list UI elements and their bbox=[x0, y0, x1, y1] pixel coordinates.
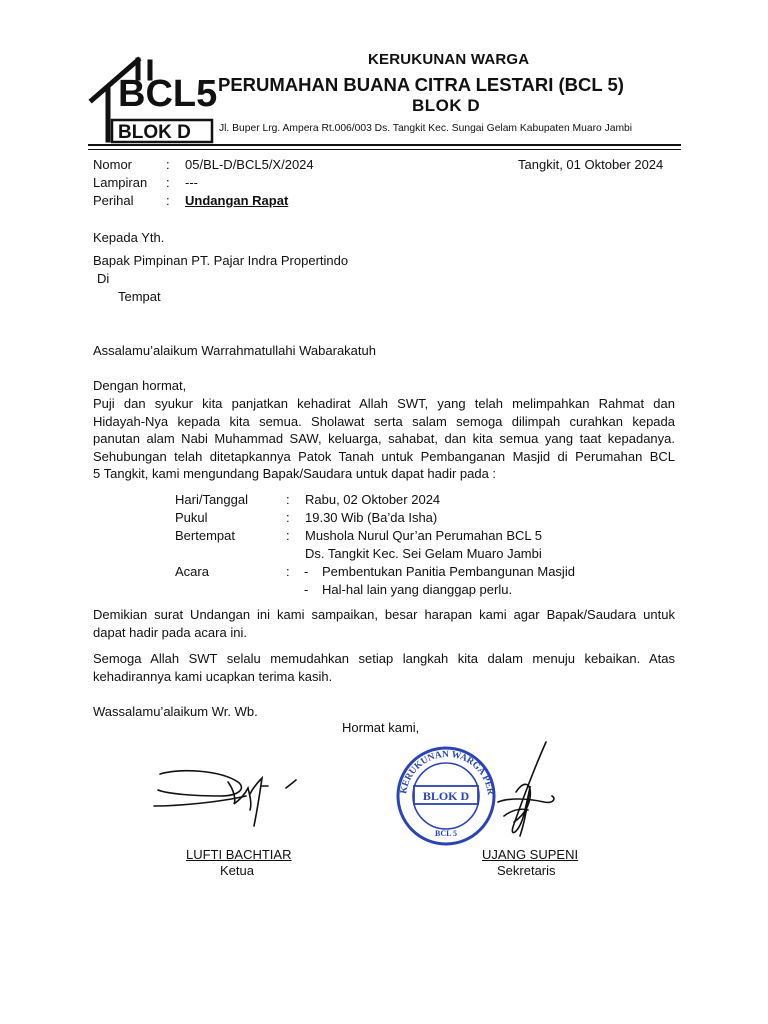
salam-close: Wassalamu’alaikum Wr. Wb. bbox=[93, 704, 258, 719]
closing-line: Semoga Allah SWT selalu memudahkan setiap langkah kita dalam menuju kebaikan. Atas bbox=[93, 651, 675, 666]
hari-colon: : bbox=[286, 492, 290, 507]
acara-dash: - bbox=[304, 582, 309, 597]
recipient-tempat: Tempat bbox=[118, 289, 161, 304]
acara-colon: : bbox=[286, 564, 290, 579]
dengan-hormat: Dengan hormat, bbox=[93, 378, 187, 393]
recipient-name: Bapak Pimpinan PT. Pajar Indra Propertindo bbox=[93, 253, 349, 268]
hormat-kami: Hormat kami, bbox=[342, 720, 420, 735]
bcl5-logo bbox=[88, 56, 218, 148]
org-address: Jl. Buper Lrg. Ampera Rt.006/003 Ds. Tangkit Kec. Sungai Gelam Kabupaten Muaro Jambi bbox=[219, 123, 633, 134]
recipient-greeting: Kepada Yth. bbox=[93, 230, 165, 245]
org-name-line1: KERUKUNAN WARGA bbox=[368, 51, 530, 68]
opening-line: panutan alam Nabi Muhammad SAW, keluarga, sahabat, dan kita semua yang taat kepadanya. bbox=[93, 431, 675, 446]
sekretaris-name: UJANG SUPENI bbox=[482, 847, 579, 862]
place-date: Tangkit, 01 Oktober 2024 bbox=[518, 157, 664, 172]
opening-paragraph bbox=[93, 395, 675, 483]
stamp-ring-text: KERUKUNAN WARGA PERUMAHAN bbox=[391, 733, 495, 796]
stamp-center-text: BLOK D bbox=[422, 789, 470, 803]
nomor-value: 05/BL-D/BCL5/X/2024 bbox=[185, 157, 314, 172]
stamp-and-secretary-signature bbox=[391, 733, 566, 850]
salam-open: Assalamu’alaikum Warrahmatullahi Wabarakatuh bbox=[93, 343, 376, 358]
pukul-label: Pukul bbox=[175, 510, 208, 525]
perihal-value: Undangan Rapat bbox=[185, 193, 289, 208]
opening-line: Hidayah-Nya kepada kita semua. Sholawat serta salam semoga dilimpah curahkan kepada bbox=[93, 413, 675, 429]
lampiran-value: --- bbox=[185, 175, 198, 190]
closing-paragraph-1 bbox=[93, 606, 675, 641]
letterhead-rule-thick bbox=[88, 144, 681, 146]
lampiran-label: Lampiran bbox=[93, 175, 148, 190]
ketua-name: LUFTI BACHTIAR bbox=[186, 847, 292, 862]
acara-item: Pembentukan Panitia Pembangunan Masjid bbox=[322, 564, 575, 579]
logo-text-bcl5: BCL5 bbox=[118, 73, 218, 115]
closing-line: dapat hadir pada acara ini. bbox=[93, 624, 247, 640]
closing-line: Demikian surat Undangan ini kami sampaikan, besar harapan kami agar Bapak/Saudara untuk bbox=[93, 607, 675, 622]
recipient-di: Di bbox=[97, 271, 110, 286]
nomor-label: Nomor bbox=[93, 157, 133, 172]
org-name-line2: PERUMAHAN BUANA CITRA LESTARI (BCL 5) bbox=[218, 74, 624, 95]
org-name-line3: BLOK D bbox=[412, 96, 481, 115]
perihal-colon: : bbox=[166, 193, 170, 208]
sekretaris-signature bbox=[498, 742, 554, 836]
hari-value: Rabu, 02 Oktober 2024 bbox=[305, 492, 441, 507]
pukul-value: 19.30 Wib (Ba’da Isha) bbox=[305, 510, 438, 525]
letterhead-rule-thin bbox=[88, 149, 681, 150]
closing-line: kehadirannya kami ucapkan terima kasih. bbox=[93, 668, 333, 684]
bertempat-value-line1: Mushola Nurul Qur’an Perumahan BCL 5 bbox=[305, 528, 543, 543]
acara-dash: - bbox=[304, 564, 309, 579]
acara-label: Acara bbox=[175, 564, 209, 579]
closing-paragraph-2 bbox=[93, 650, 675, 685]
stamp-bottom-text: BCL 5 bbox=[434, 829, 458, 838]
perihal-label: Perihal bbox=[93, 193, 134, 208]
bertempat-value-line2: Ds. Tangkit Kec. Sei Gelam Muaro Jambi bbox=[305, 546, 542, 561]
logo-text-blok: BLOK D bbox=[118, 122, 191, 143]
sekretaris-role: Sekretaris bbox=[497, 863, 556, 878]
nomor-colon: : bbox=[166, 157, 170, 172]
acara-item: Hal-hal lain yang dianggap perlu. bbox=[322, 582, 513, 597]
bertempat-label: Bertempat bbox=[175, 528, 235, 543]
opening-line: Sehubungan telah ditetapkannya Patok Tanah untuk Pembanganan Masjid di Perumahan BCL bbox=[93, 448, 675, 464]
opening-line: 5 Tangkit, kami mengundang Bapak/Saudara untuk dapat hadir pada : bbox=[93, 466, 497, 481]
opening-line: Puji dan syukur kita panjatkan kehadirat Allah SWT, yang telah melimpahkan Rahmat dan bbox=[93, 396, 675, 411]
ketua-role: Ketua bbox=[220, 863, 254, 878]
ketua-signature bbox=[150, 760, 320, 830]
bertempat-colon: : bbox=[286, 528, 290, 543]
hari-label: Hari/Tanggal bbox=[175, 492, 248, 507]
lampiran-colon: : bbox=[166, 175, 170, 190]
blok-d-stamp bbox=[392, 733, 495, 844]
pukul-colon: : bbox=[286, 510, 290, 525]
